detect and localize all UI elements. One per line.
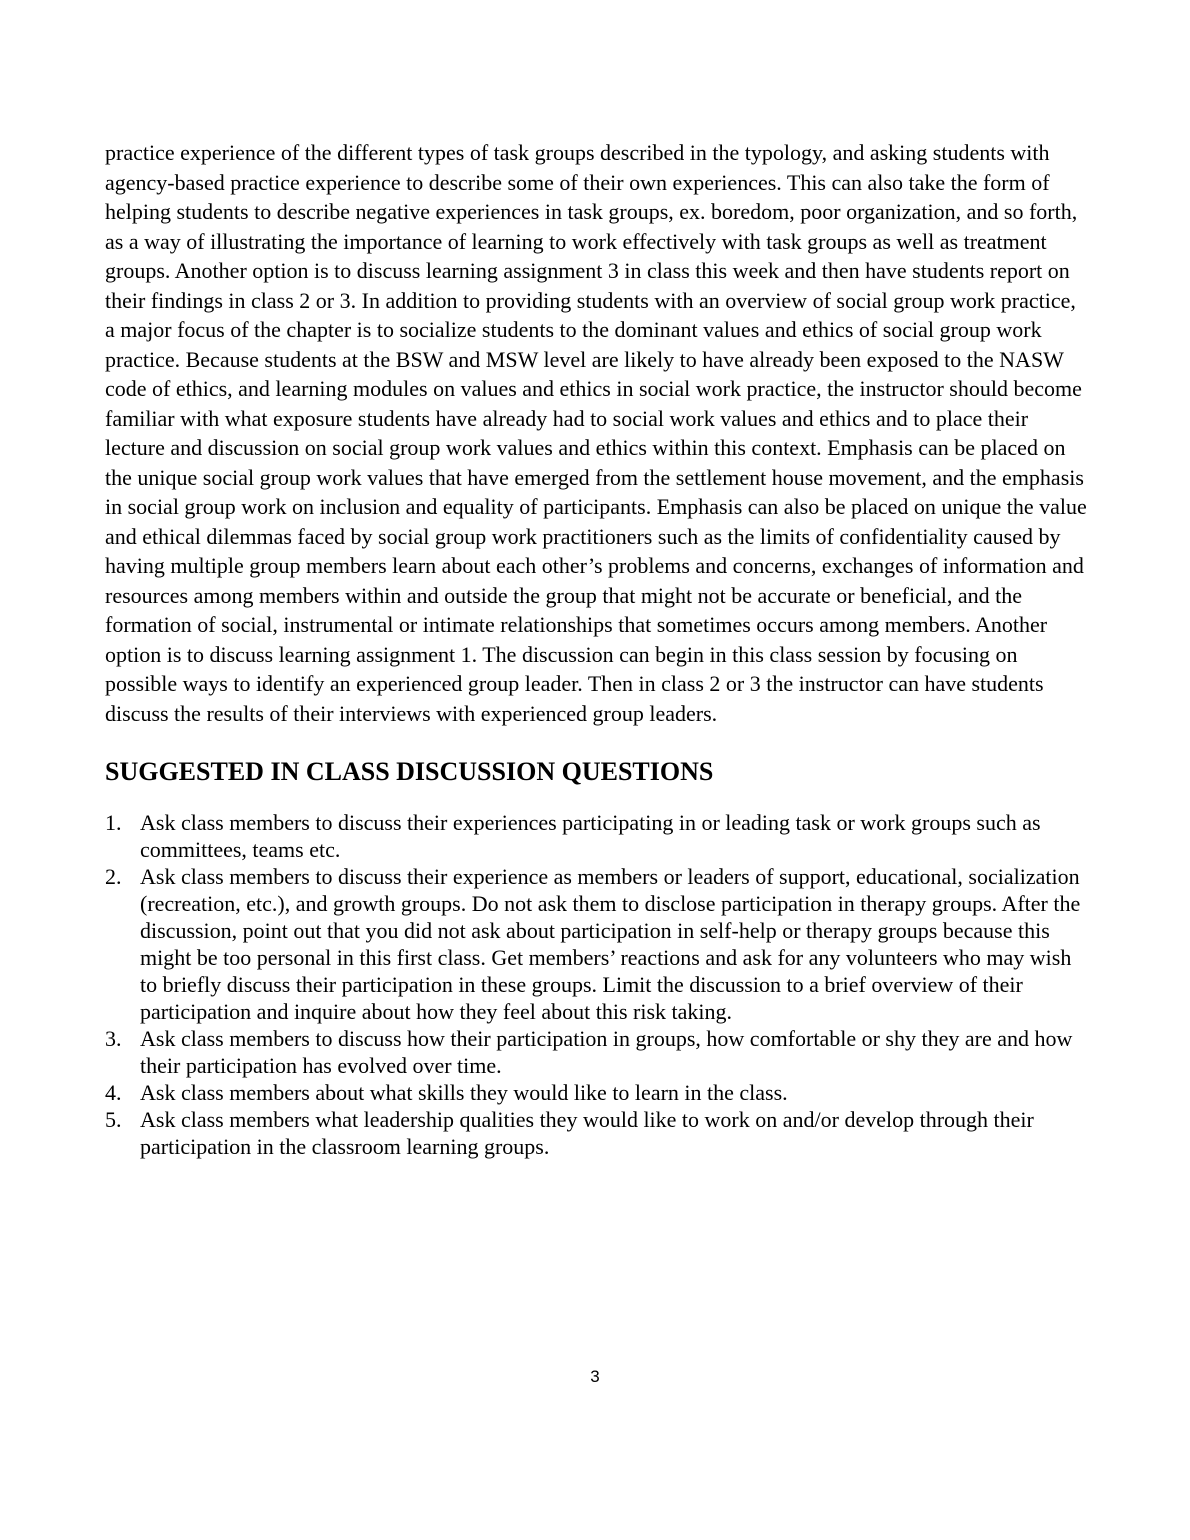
list-item-number: 2.: [105, 864, 122, 890]
list-item: [105, 1079, 1087, 1106]
discussion-question-list: [105, 809, 1087, 1160]
list-item-text: Ask class members to discuss how their participation in groups, how comfortable or shy they are and how their participation has evolved over time.: [140, 1026, 1073, 1079]
list-item-number: 3.: [105, 1026, 122, 1052]
list-item-text: Ask class members what leadership qualities they would like to work on and/or develop through their participation in the classroom learning groups.: [140, 1107, 1034, 1160]
page-content: [105, 138, 1087, 1160]
list-item-text: Ask class members to discuss their experience as members or leaders of support, educational, socialization (recreation, etc.), and growth groups. Do not ask them to disclose participation in therapy groups. After the discussion, point out that you did not ask about participation in self-help or therapy groups because this might be too personal in this first class. Get members’ reactions and ask for any volunteers who may wish to briefly discuss their participation in these groups. Limit the discussion to a brief overview of their participation and inquire about how they feel about this risk taking.: [140, 864, 1081, 1025]
page-number: 3: [590, 1367, 600, 1386]
list-item-text: Ask class members to discuss their experiences participating in or leading task or work groups such as committees, teams etc.: [140, 810, 1041, 863]
list-item-number: 5.: [105, 1107, 122, 1133]
list-item-number: 4.: [105, 1080, 122, 1106]
list-item-text: Ask class members about what skills they would like to learn in the class.: [140, 1080, 788, 1106]
body-paragraph: practice experience of the different types of task groups described in the typology, and asking students with agency-based practice experience to describe some of their own experiences. This can also take the form of helping students to describe negative experiences in task groups, ex. boredom, poor organization, and so forth, as a way of illustrating the importance of learning to work effectively with task groups as well as treatment groups. Another option is to discuss learning assignment 3 in class this week and then have students report on their findings in class 2 or 3. In addition to providing students with an overview of social group work practice, a major focus of the chapter is to socialize students to the dominant values and ethics of social group work practice. Because students at the BSW and MSW level are likely to have already been exposed to the NASW code of ethics, and learning modules on values and ethics in social work practice, the instructor should become familiar with what exposure students have already had to social work values and ethics and to place their lecture and discussion on social group work values and ethics within this context. Emphasis can be placed on the unique social group work values that have emerged from the settlement house movement, and the emphasis in social group work on inclusion and equality of participants. Emphasis can also be placed on unique the value and ethical dilemmas faced by social group work practitioners such as the limits of confidentiality caused by having multiple group members learn about each other’s problems and concerns, exchanges of information and resources among members within and outside the group that might not be accurate or beneficial, and the formation of social, instrumental or intimate relationships that sometimes occurs among members. Another option is to discuss learning assignment 1. The discussion can begin in this class session by focusing on possible ways to identify an experienced group leader. Then in class 2 or 3 the instructor can have students discuss the results of their interviews with experienced group leaders.: [105, 140, 1087, 726]
list-item: [105, 809, 1087, 863]
list-item-number: 1.: [105, 810, 122, 836]
list-item: [105, 863, 1087, 1025]
list-item: [105, 1106, 1087, 1160]
section-heading: SUGGESTED IN CLASS DISCUSSION QUESTIONS: [105, 757, 714, 786]
list-item: [105, 1025, 1087, 1079]
